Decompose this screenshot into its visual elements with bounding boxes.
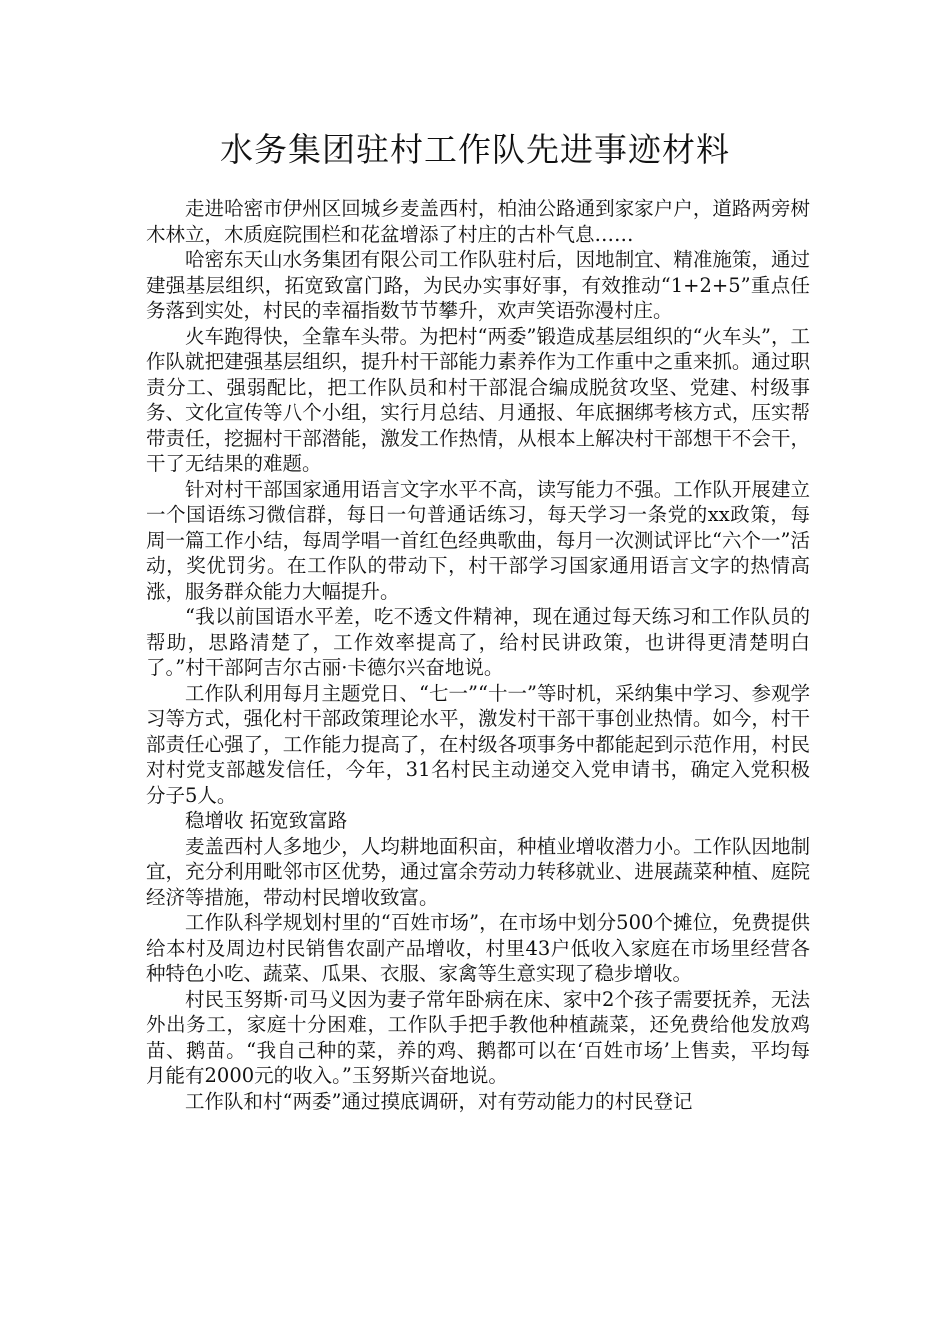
paragraph: 工作队和村“两委”通过摸底调研，对有劳动能力的村民登记 <box>185 1089 693 1113</box>
paragraph: 针对村干部国家通用语言文字水平不高，读写能力不强。工作队开展建立一个国语练习微信群，每日一句普通话练习，每天学习一条党的xx政策，每周一篇工作小结，每周学唱一首红色经典歌曲，每月一次测试评比“六个一”活动，奖优罚劣。在工作队的带动下，村干部学习国家通用语言文字的热情高涨，服务群众能力大幅提升。 <box>146 477 810 603</box>
paragraph: 村民玉努斯·司马义因为妻子常年卧病在床、家中2个孩子需要抚养，无法外出务工，家庭十分困难，工作队手把手教他种植蔬菜，还免费给他发放鸡苗、鹅苗。“我自己种的菜，养的鸡、鹅都可以在‘百姓市场’上售卖，平均每月能有2000元的收入。”玉努斯兴奋地说。 <box>146 987 810 1087</box>
paragraph: 工作队科学规划村里的“百姓市场”，在市场中划分500个摊位，免费提供给本村及周边村民销售农副产品增收，村里43户低收入家庭在市场里经营各种特色小吃、蔬菜、瓜果、衣服、家禽等生意实现了稳步增收。 <box>146 911 810 985</box>
paragraph: 火车跑得快，全靠车头带。为把村“两委”锻造成基层组织的“火车头”，工作队就把建强基层组织，提升村干部能力素养作为工作重中之重来抓。通过职责分工、强弱配比，把工作队员和村干部混合编成脱贫攻坚、党建、村级事务、文化宣传等八个小组，实行月总结、月通报、年底捆绑考核方式，压实帮带责任，挖掘村干部潜能，激发工作热情，从根本上解决村干部想干不会干，干了无结果的难题。 <box>146 324 810 475</box>
paragraph: 工作队利用每月主题党日、“七一”“十一”等时机，采纳集中学习、参观学习等方式，强化村干部政策理论水平，激发村干部干事创业热情。如今，村干部责任心强了，工作能力提高了，在村级各项事务中都能起到示范作用，村民对村党支部越发信任，今年，31名村民主动递交入党申请书，确定入党积极分子5人。 <box>146 681 810 807</box>
paragraph: 哈密东天山水务集团有限公司工作队驻村后，因地制宜、精准施策，通过建强基层组织，拓宽致富门路，为民办实事好事，有效推动“1+2+5”重点任务落到实处，村民的幸福指数节节攀升，欢声笑语弥漫村庄。 <box>146 248 810 322</box>
paragraph: “我以前国语水平差，吃不透文件精神，现在通过每天练习和工作队员的帮助，思路清楚了，工作效率提高了，给村民讲政策，也讲得更清楚明白了。”村干部阿吉尔古丽·卡德尔兴奋地说。 <box>146 605 810 679</box>
document-body <box>146 196 810 1114</box>
paragraph: 麦盖西村人多地少，人均耕地面积亩，种植业增收潜力小。工作队因地制宜，充分利用毗邻市区优势，通过富余劳动力转移就业、进展蔬菜种植、庭院经济等措施，带动村民增收致富。 <box>146 834 810 909</box>
paragraph: 走进哈密市伊州区回城乡麦盖西村，柏油公路通到家家户户，道路两旁树木林立，木质庭院围栏和花盆增添了村庄的古朴气息…… <box>146 197 810 246</box>
section-heading: 稳增收 拓宽致富路 <box>185 809 348 832</box>
page-title: 水务集团驻村工作队先进事迹材料 <box>220 130 730 169</box>
